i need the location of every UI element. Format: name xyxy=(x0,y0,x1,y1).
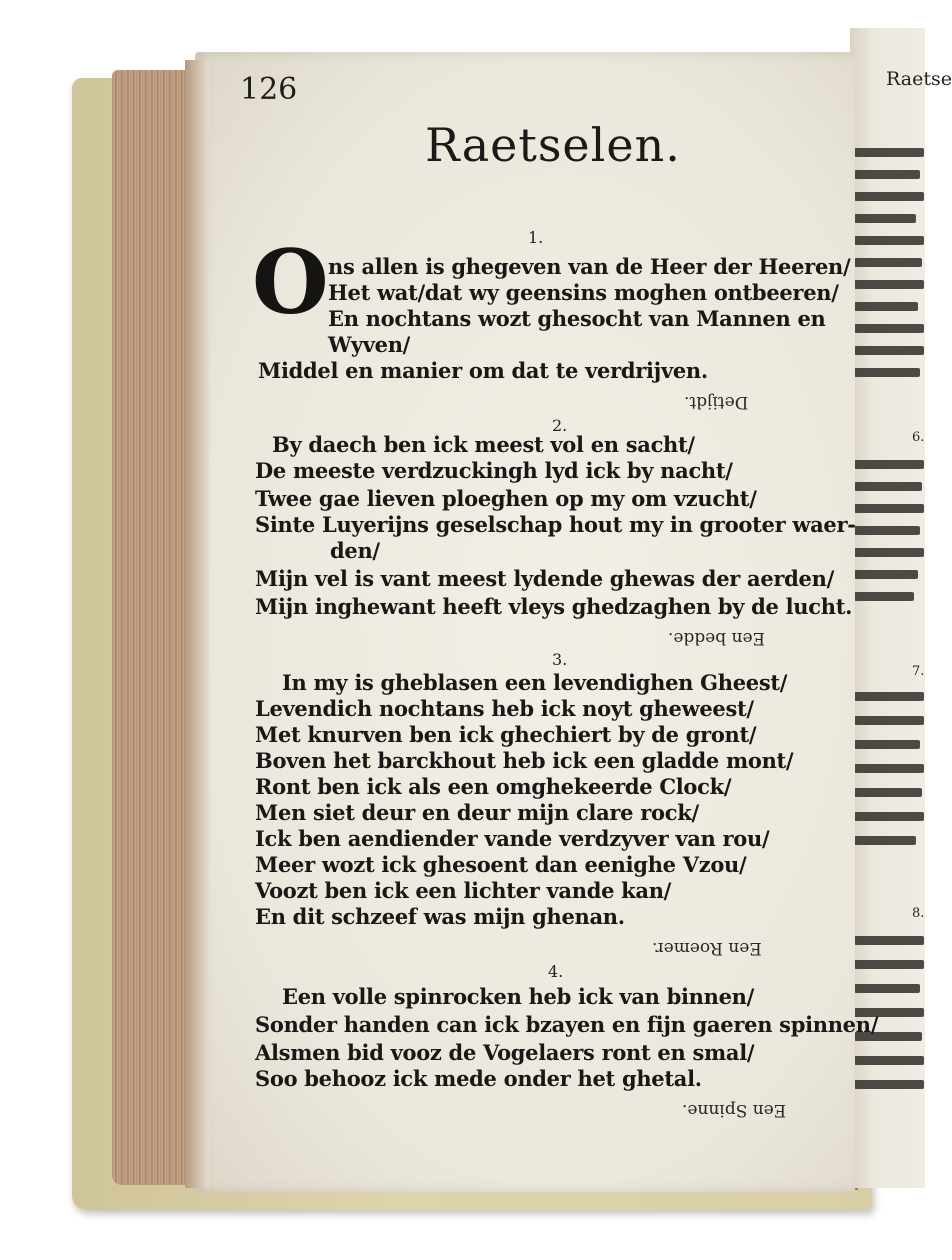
facing-page-header: Raetse xyxy=(886,68,952,90)
riddle-line: Ront ben ick als een omghekeerde Clock/ xyxy=(255,774,732,799)
riddle-line: den/ xyxy=(330,538,380,563)
riddle-line: Ick ben aendiender vande verdzyver van rou/ xyxy=(255,826,770,851)
riddle-line: Men siet deur en deur mijn clare rock/ xyxy=(255,800,699,825)
facing-riddle-number: 7. xyxy=(912,664,925,679)
riddle-answer: Een bedde. xyxy=(668,628,765,648)
riddle-line: Boven het barckhout heb ick een gladde mont/ xyxy=(255,748,794,773)
riddle-line: Middel en manier om dat te verdrijven. xyxy=(258,358,708,383)
riddle-answer: Een Spinne. xyxy=(682,1100,787,1120)
riddle-number: 3. xyxy=(552,650,568,669)
riddle-line: Het wat/dat wy geensins moghen ontbeeren/ xyxy=(328,280,839,305)
riddle-line: By daech ben ick meest vol en sacht/ xyxy=(272,432,695,457)
riddle-line: Met knurven ben ick ghechiert by de gront/ xyxy=(255,722,757,747)
riddle-number: 4. xyxy=(548,962,564,981)
riddle-line: Alsmen bid vooz de Vogelaers ront en smal/ xyxy=(255,1040,755,1065)
page-number: 126 xyxy=(240,72,298,107)
riddle-line: Twee gae lieven ploeghen op my om vzucht/ xyxy=(255,486,757,511)
riddle-number: 1. xyxy=(528,228,544,247)
facing-riddle-number: 8. xyxy=(912,906,925,921)
riddle-line: Soo behooz ick mede onder het ghetal. xyxy=(255,1066,702,1091)
riddle-line: Mijn inghewant heeft vleys ghedzaghen by de lucht. xyxy=(255,594,853,619)
riddle-line: Mijn vel is vant meest lydende ghewas der aerden/ xyxy=(255,566,834,591)
riddle-line: Voozt ben ick een lichter vande kan/ xyxy=(255,878,672,903)
riddle-line: ns allen is ghegeven van de Heer der Heeren/ xyxy=(328,254,851,279)
riddle-line: Meer wozt ick ghesoent dan eenighe Vzou/ xyxy=(255,852,747,877)
riddle-line: En nochtans wozt ghesocht van Mannen en xyxy=(328,306,826,331)
riddle-line: Wyven/ xyxy=(328,332,411,357)
riddle-line: In my is gheblasen een levendighen Gheest/ xyxy=(282,670,788,695)
drop-cap: O xyxy=(252,230,329,334)
riddle-number: 2. xyxy=(552,416,568,435)
page-title: Raetselen. xyxy=(425,118,681,172)
page-gutter xyxy=(185,60,209,1188)
riddle-answer: Een Roemer. xyxy=(652,938,762,958)
riddle-line: Sonder handen can ick bzayen en fijn gaeren spinnen/ xyxy=(255,1012,879,1037)
riddle-line: Een volle spinrocken heb ick van binnen/ xyxy=(282,984,755,1009)
riddle-line: En dit schzeef was mijn ghenan. xyxy=(255,904,625,929)
riddle-answer: Detijdt. xyxy=(684,392,749,412)
riddle-line: Levendich nochtans heb ick noyt gheweest/ xyxy=(255,696,754,721)
riddle-line: De meeste verdzuckingh lyd ick by nacht/ xyxy=(255,458,733,483)
facing-riddle-number: 6. xyxy=(912,430,925,445)
riddle-line: Sinte Luyerijns geselschap hout my in grooter waer- xyxy=(255,512,856,537)
